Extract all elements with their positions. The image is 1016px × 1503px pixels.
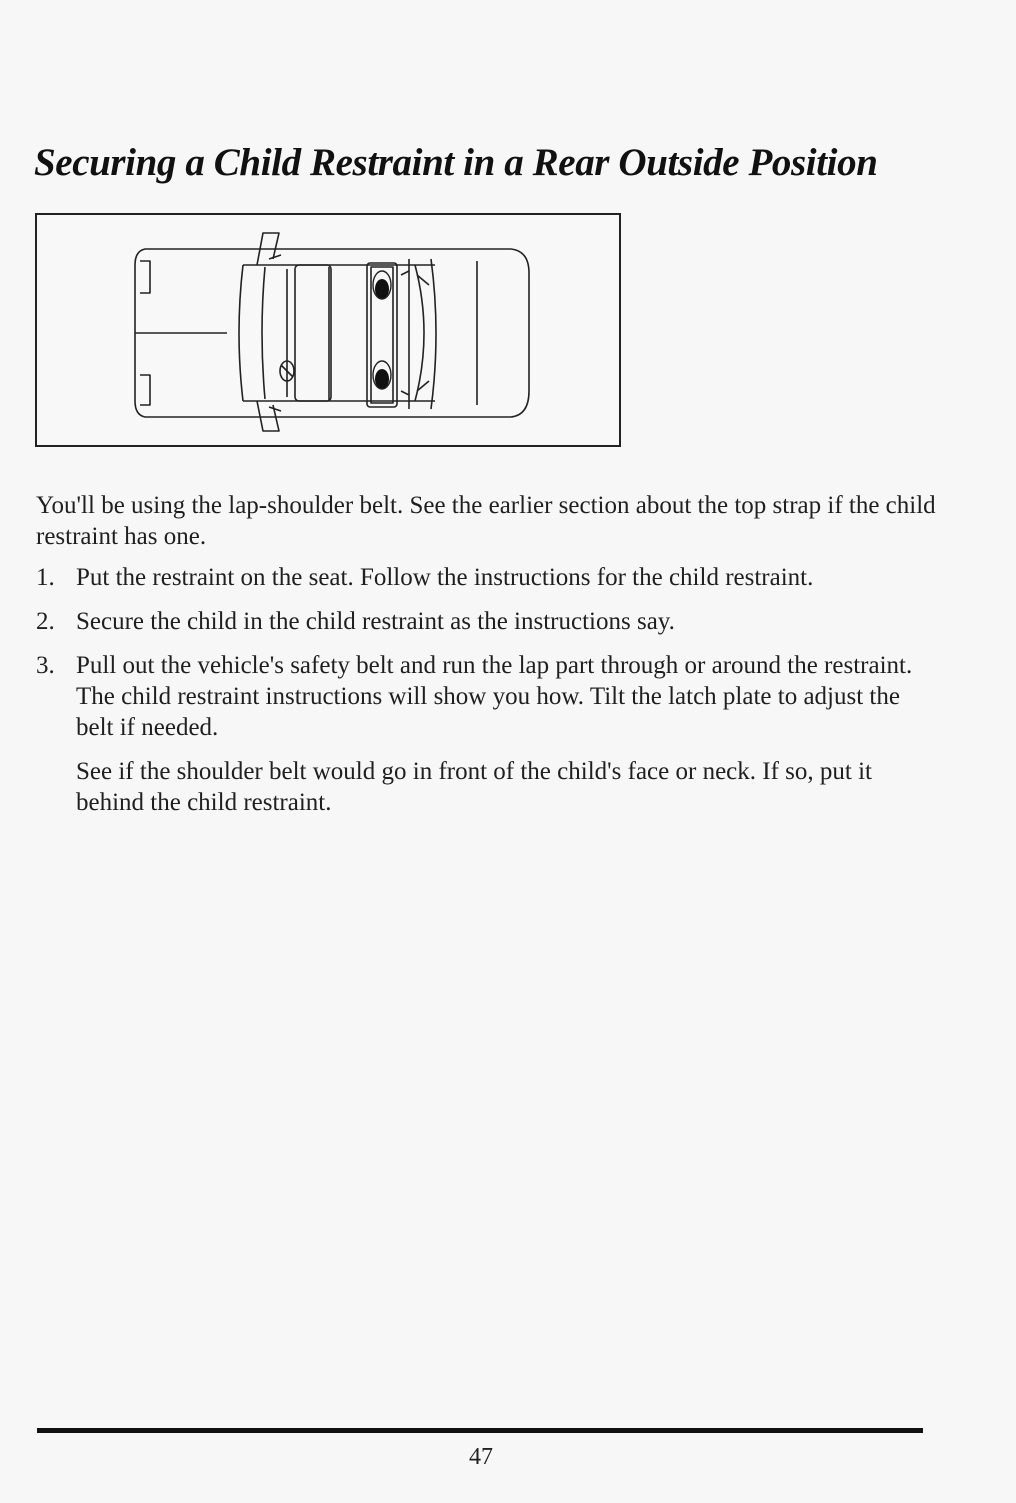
page-number: 47 bbox=[469, 1444, 493, 1470]
vehicle-diagram bbox=[35, 213, 621, 447]
step-text: Pull out the vehicle's safety belt and run the lap part through or around the restraint. The child restraint instructions will show you how. Tilt the latch plate to adjust the belt if needed. bbox=[76, 652, 913, 741]
step-text: Secure the child in the child restraint as the instructions say. bbox=[76, 608, 675, 635]
intro-paragraph: You'll be using the lap-shoulder belt. See the earlier section about the top strap if the child restraint has one. bbox=[36, 492, 936, 550]
note-paragraph: See if the shoulder belt would go in front of the child's face or neck. If so, put it behind the child restraint. bbox=[76, 758, 872, 816]
instructions bbox=[36, 490, 936, 818]
step-text: Put the restraint on the seat. Follow the instructions for the child restraint. bbox=[76, 564, 814, 591]
step-item bbox=[36, 606, 936, 637]
footer-rule bbox=[37, 1428, 923, 1433]
steps-list bbox=[36, 562, 936, 743]
step-number: 2. bbox=[36, 608, 55, 635]
page-title: Securing a Child Restraint in a Rear Outside Position bbox=[34, 141, 878, 184]
step-number: 3. bbox=[36, 652, 55, 679]
step-item bbox=[36, 562, 936, 593]
step-item bbox=[36, 650, 936, 743]
vehicle-top-view-icon bbox=[37, 215, 623, 449]
step-number: 1. bbox=[36, 564, 55, 591]
